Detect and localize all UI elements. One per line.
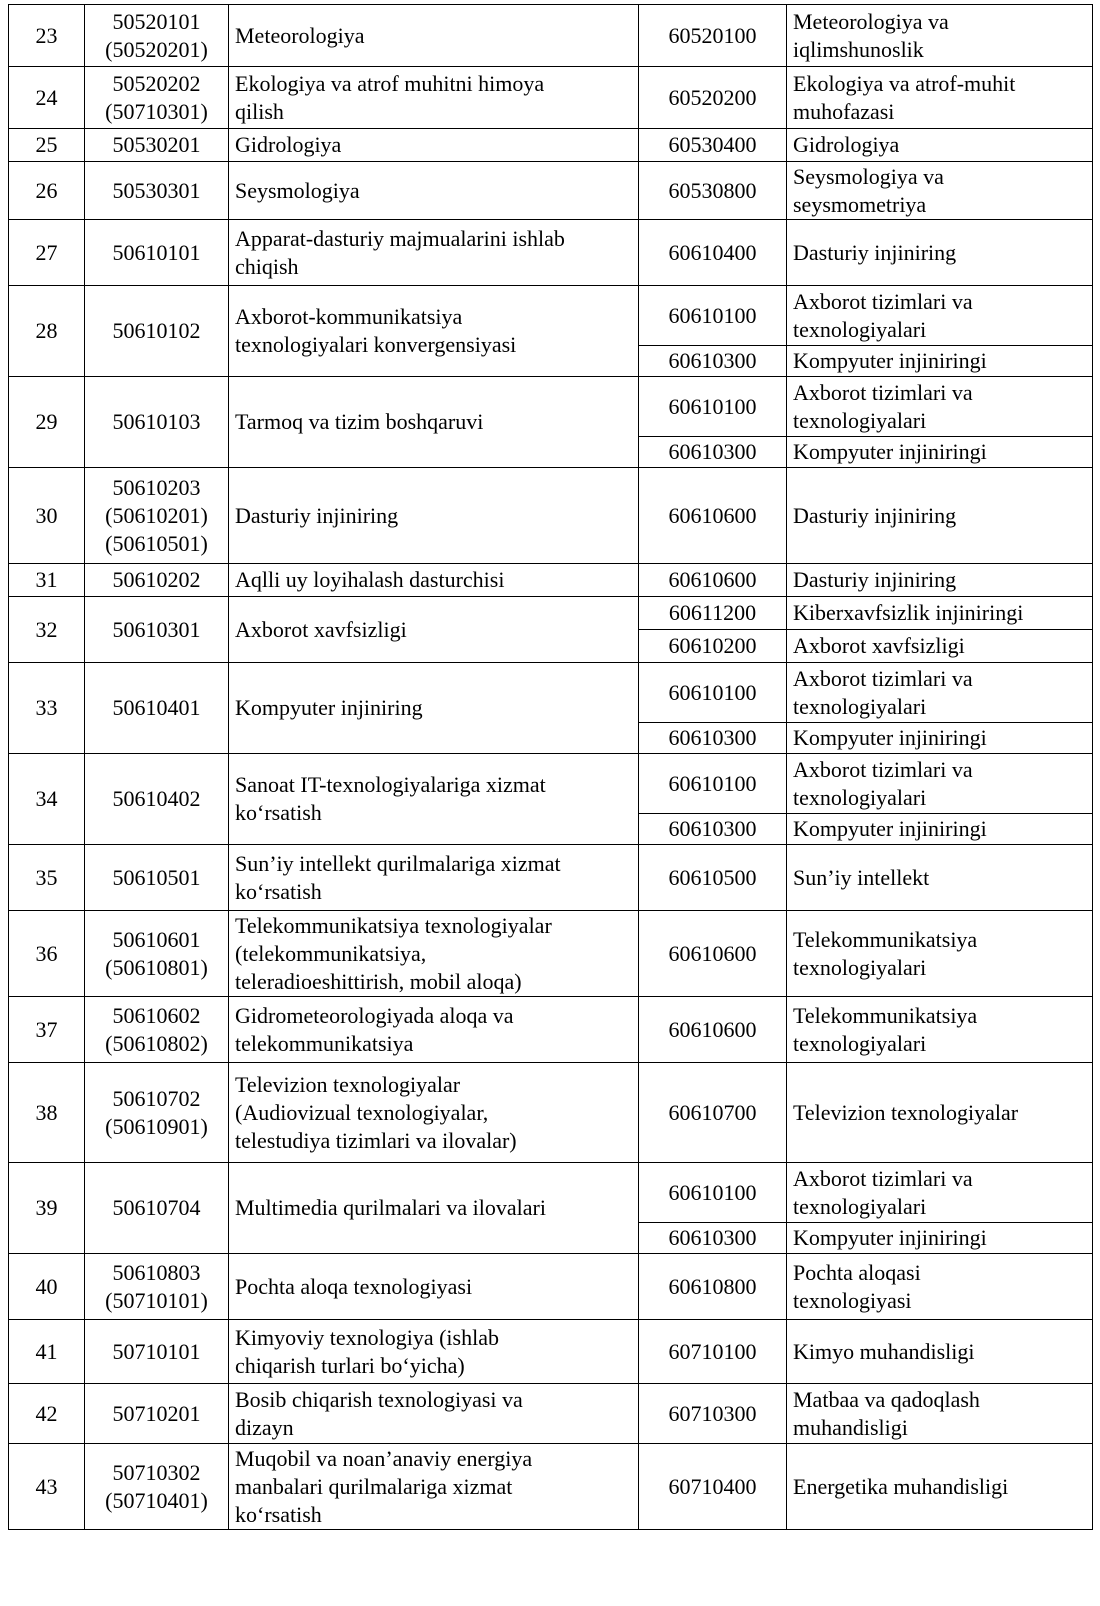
old-code-line: (50610801)	[105, 954, 208, 980]
new-name-cell	[787, 911, 1093, 997]
old-code-line: 50530201	[112, 132, 201, 157]
old-name-line: ko‘rsatish	[235, 800, 322, 825]
row-number: 32	[9, 597, 85, 663]
table-row	[9, 162, 1093, 220]
old-name-cell	[229, 5, 639, 67]
new-name-line: Kimyo muhandisligi	[793, 1338, 975, 1364]
new-code-cell: 60520100	[639, 5, 787, 67]
table-row	[9, 1384, 1093, 1444]
old-code-cell	[85, 468, 229, 564]
old-code-line: 50610803	[112, 1259, 201, 1285]
new-name-line: Telekommunikatsiya	[793, 926, 978, 952]
old-code-line: (50710101)	[105, 1287, 208, 1313]
old-name-line: Tarmoq va tizim boshqaruvi	[235, 409, 484, 434]
new-name-cell	[787, 5, 1093, 67]
old-code-cell	[85, 1444, 229, 1530]
new-name-cell	[787, 1384, 1093, 1444]
new-name-cell	[787, 663, 1093, 723]
old-name-line: Ekologiya va atrof muhitni himoya	[235, 70, 545, 96]
new-name-line: texnologiyalari	[793, 954, 927, 980]
new-name-line: Energetika muhandisligi	[793, 1473, 1009, 1499]
new-name-line: Axborot tizimlari va	[793, 1165, 973, 1191]
table-row	[9, 564, 1093, 597]
row-number: 42	[9, 1384, 85, 1444]
table-row	[9, 377, 1093, 437]
row-number: 26	[9, 162, 85, 220]
table-row	[9, 845, 1093, 911]
new-code-cell: 60610300	[639, 437, 787, 468]
old-name-cell	[229, 754, 639, 845]
new-name-cell	[787, 1444, 1093, 1530]
old-name-line: Seysmologiya	[235, 177, 360, 203]
new-name-line: Kompyuter injiniringi	[793, 1225, 987, 1250]
row-number: 39	[9, 1163, 85, 1254]
new-code-cell: 60610100	[639, 1163, 787, 1223]
old-name-cell	[229, 1254, 639, 1320]
new-name-cell	[787, 468, 1093, 564]
old-name-line: Kimyoviy texnologiya (ishlab	[235, 1324, 499, 1350]
new-name-line: texnologiyasi	[793, 1287, 912, 1313]
row-number: 29	[9, 377, 85, 468]
old-code-line: 50710201	[112, 1400, 201, 1426]
old-code-line: 50610203	[112, 474, 201, 500]
old-code-cell	[85, 911, 229, 997]
new-code-cell: 60610100	[639, 754, 787, 814]
old-name-cell	[229, 286, 639, 377]
table-row	[9, 1444, 1093, 1530]
old-code-cell	[85, 377, 229, 468]
new-name-cell	[787, 346, 1093, 377]
new-code-cell: 60610200	[639, 630, 787, 663]
new-code-cell: 60710300	[639, 1384, 787, 1444]
new-name-line: Meteorologiya va	[793, 8, 949, 34]
old-name-cell	[229, 911, 639, 997]
old-name-line: Dasturiy injiniring	[235, 502, 399, 528]
old-code-line: 50610702	[112, 1085, 201, 1111]
new-name-cell	[787, 1163, 1093, 1223]
old-code-cell	[85, 754, 229, 845]
new-code-cell: 60610700	[639, 1063, 787, 1163]
old-code-cell	[85, 220, 229, 286]
new-name-cell	[787, 377, 1093, 437]
old-code-cell	[85, 1163, 229, 1254]
old-code-line: 50610101	[112, 239, 201, 265]
old-name-line: Meteorologiya	[235, 22, 365, 48]
row-number: 34	[9, 754, 85, 845]
new-name-cell	[787, 564, 1093, 597]
old-name-line: (Audiovizual texnologiyalar,	[235, 1099, 489, 1125]
old-code-line: 50520101	[112, 8, 201, 34]
table-row	[9, 1320, 1093, 1384]
old-code-line: 50610103	[112, 409, 201, 434]
new-name-cell	[787, 286, 1093, 346]
old-name-cell	[229, 220, 639, 286]
table-body	[9, 5, 1093, 1530]
new-code-cell: 60610500	[639, 845, 787, 911]
old-name-line: manbalari qurilmalariga xizmat	[235, 1473, 513, 1499]
old-code-cell	[85, 845, 229, 911]
old-code-cell	[85, 1254, 229, 1320]
new-name-line: Axborot tizimlari va	[793, 756, 973, 782]
old-code-line: 50530301	[112, 177, 201, 203]
old-code-line: (50610901)	[105, 1113, 208, 1139]
old-name-cell	[229, 597, 639, 663]
new-code-cell: 60610600	[639, 564, 787, 597]
new-name-line: Kompyuter injiniringi	[793, 439, 987, 464]
old-name-line: Sun’iy intellekt qurilmalariga xizmat	[235, 850, 561, 876]
old-code-line: 50710302	[112, 1459, 201, 1485]
new-code-cell: 60710400	[639, 1444, 787, 1530]
old-name-line: chiqish	[235, 253, 299, 279]
old-name-line: Axborot xavfsizligi	[235, 616, 407, 642]
old-name-cell	[229, 997, 639, 1063]
old-code-line: (50610501)	[105, 530, 208, 556]
old-name-line: Televizion texnologiyalar	[235, 1071, 461, 1097]
table-row	[9, 220, 1093, 286]
old-code-cell	[85, 129, 229, 162]
new-code-cell: 60610300	[639, 723, 787, 754]
row-number: 41	[9, 1320, 85, 1384]
row-number: 36	[9, 911, 85, 997]
table-row	[9, 286, 1093, 346]
old-code-line: 50610501	[112, 864, 201, 890]
new-name-cell	[787, 630, 1093, 663]
old-code-line: 50610402	[112, 786, 201, 811]
new-name-cell	[787, 1223, 1093, 1254]
new-name-cell	[787, 67, 1093, 129]
new-name-line: Matbaa va qadoqlash	[793, 1386, 980, 1412]
old-name-cell	[229, 564, 639, 597]
new-code-cell: 60610600	[639, 997, 787, 1063]
new-name-cell	[787, 162, 1093, 220]
old-name-line: Gidrologiya	[235, 132, 342, 157]
old-name-cell	[229, 129, 639, 162]
new-name-cell	[787, 1254, 1093, 1320]
new-code-cell: 60610800	[639, 1254, 787, 1320]
old-name-line: Gidrometeorologiyada aloqa va	[235, 1002, 514, 1028]
table-row	[9, 1163, 1093, 1223]
table-row	[9, 129, 1093, 162]
new-code-cell: 60520200	[639, 67, 787, 129]
old-name-cell	[229, 162, 639, 220]
old-name-cell	[229, 377, 639, 468]
new-code-cell: 60610300	[639, 1223, 787, 1254]
old-code-cell	[85, 162, 229, 220]
table-row	[9, 1254, 1093, 1320]
new-code-cell: 60610300	[639, 346, 787, 377]
new-name-cell	[787, 754, 1093, 814]
old-code-cell	[85, 67, 229, 129]
old-name-line: dizayn	[235, 1414, 294, 1440]
new-name-line: Telekommunikatsiya	[793, 1002, 978, 1028]
new-name-line: Axborot tizimlari va	[793, 288, 973, 314]
old-name-line: telestudiya tizimlari va ilovalar)	[235, 1127, 517, 1153]
old-code-cell	[85, 1063, 229, 1163]
new-name-line: Dasturiy injiniring	[793, 567, 957, 592]
new-name-line: muhandisligi	[793, 1414, 908, 1440]
old-name-line: Pochta aloqa texnologiyasi	[235, 1273, 473, 1299]
row-number: 30	[9, 468, 85, 564]
new-code-cell: 60530800	[639, 162, 787, 220]
new-code-cell: 60610100	[639, 663, 787, 723]
old-code-line: 50710101	[112, 1338, 201, 1364]
row-number: 40	[9, 1254, 85, 1320]
old-code-cell	[85, 663, 229, 754]
old-name-line: qilish	[235, 98, 284, 124]
new-name-line: muhofazasi	[793, 98, 895, 124]
old-name-cell	[229, 1384, 639, 1444]
new-name-line: texnologiyalari	[793, 407, 927, 433]
new-name-cell	[787, 997, 1093, 1063]
new-name-line: seysmometriya	[793, 191, 927, 217]
new-code-cell: 60710100	[639, 1320, 787, 1384]
old-name-line: texnologiyalari konvergensiyasi	[235, 332, 517, 357]
old-code-line: (50710301)	[105, 98, 208, 124]
old-code-line: 50610401	[112, 695, 201, 720]
new-code-cell: 60610300	[639, 814, 787, 845]
old-code-line: 50610301	[112, 616, 201, 642]
new-name-line: Seysmologiya va	[793, 163, 944, 189]
new-name-line: texnologiyalari	[793, 316, 927, 342]
table-row	[9, 911, 1093, 997]
old-code-line: 50520202	[112, 70, 201, 96]
new-code-cell: 60610100	[639, 286, 787, 346]
new-name-line: Dasturiy injiniring	[793, 502, 957, 528]
old-name-line: Muqobil va noan’anaviy energiya	[235, 1445, 533, 1471]
old-code-line: (50610802)	[105, 1030, 208, 1056]
new-code-cell: 60610400	[639, 220, 787, 286]
old-code-cell	[85, 286, 229, 377]
row-number: 31	[9, 564, 85, 597]
old-name-cell	[229, 67, 639, 129]
row-number: 38	[9, 1063, 85, 1163]
new-name-line: Dasturiy injiniring	[793, 239, 957, 265]
new-code-cell: 60530400	[639, 129, 787, 162]
new-name-line: Ekologiya va atrof-muhit	[793, 70, 1016, 96]
table-row	[9, 67, 1093, 129]
table-row	[9, 597, 1093, 630]
old-code-line: (50610201)	[105, 502, 208, 528]
new-name-line: texnologiyalari	[793, 784, 927, 810]
old-name-line: chiqarish turlari bo‘yicha)	[235, 1352, 465, 1378]
new-code-cell: 60610600	[639, 468, 787, 564]
old-name-cell	[229, 1163, 639, 1254]
old-name-cell	[229, 663, 639, 754]
old-code-cell	[85, 597, 229, 663]
new-name-line: texnologiyalari	[793, 1193, 927, 1219]
old-name-cell	[229, 845, 639, 911]
new-name-line: Kiberxavfsizlik injiniringi	[793, 600, 1024, 625]
new-name-cell	[787, 845, 1093, 911]
row-number: 28	[9, 286, 85, 377]
old-name-line: Apparat-dasturiy majmualarini ishlab	[235, 225, 565, 251]
old-code-line: 50610102	[112, 318, 201, 343]
new-name-line: texnologiyalari	[793, 1030, 927, 1056]
old-name-cell	[229, 468, 639, 564]
table-row	[9, 754, 1093, 814]
new-name-line: Axborot tizimlari va	[793, 379, 973, 405]
old-code-line: 50610202	[112, 567, 201, 592]
old-name-cell	[229, 1320, 639, 1384]
new-code-cell: 60610100	[639, 377, 787, 437]
old-name-line: (telekommunikatsiya,	[235, 940, 427, 966]
new-name-cell	[787, 597, 1093, 630]
row-number: 43	[9, 1444, 85, 1530]
new-name-line: Televizion texnologiyalar	[793, 1099, 1019, 1125]
old-code-line: 50610602	[112, 1002, 201, 1028]
old-name-cell	[229, 1063, 639, 1163]
new-name-line: Axborot tizimlari va	[793, 665, 973, 691]
table-row	[9, 663, 1093, 723]
old-code-line: (50520201)	[105, 36, 208, 62]
new-name-cell	[787, 437, 1093, 468]
old-name-line: Telekommunikatsiya texnologiyalar	[235, 912, 552, 938]
old-code-cell	[85, 564, 229, 597]
new-name-cell	[787, 814, 1093, 845]
old-name-line: telekommunikatsiya	[235, 1030, 414, 1056]
old-name-line: Sanoat IT-texnologiyalariga xizmat	[235, 772, 546, 797]
new-name-cell	[787, 1063, 1093, 1163]
old-name-line: Kompyuter injiniring	[235, 695, 423, 720]
old-name-line: teleradioeshittirish, mobil aloqa)	[235, 968, 522, 994]
row-number: 35	[9, 845, 85, 911]
old-name-line: Multimedia qurilmalari va ilovalari	[235, 1195, 546, 1220]
new-name-line: Sun’iy intellekt	[793, 864, 930, 890]
row-number: 25	[9, 129, 85, 162]
old-code-line: (50710401)	[105, 1487, 208, 1513]
old-name-line: ko‘rsatish	[235, 1501, 322, 1527]
new-name-line: Axborot xavfsizligi	[793, 633, 965, 658]
table-row	[9, 468, 1093, 564]
old-name-line: Axborot-kommunikatsiya	[235, 304, 463, 329]
row-number: 37	[9, 997, 85, 1063]
new-name-cell	[787, 723, 1093, 754]
old-code-cell	[85, 5, 229, 67]
new-name-cell	[787, 129, 1093, 162]
old-code-cell	[85, 997, 229, 1063]
new-name-line: Gidrologiya	[793, 132, 900, 157]
new-code-cell: 60611200	[639, 597, 787, 630]
old-name-line: ko‘rsatish	[235, 878, 322, 904]
new-name-line: iqlimshunoslik	[793, 36, 924, 62]
new-name-line: Kompyuter injiniringi	[793, 816, 987, 841]
old-code-line: 50610601	[112, 926, 201, 952]
old-name-line: Bosib chiqarish texnologiyasi va	[235, 1386, 523, 1412]
new-name-line: Kompyuter injiniringi	[793, 725, 987, 750]
new-name-line: texnologiyalari	[793, 693, 927, 719]
old-name-cell	[229, 1444, 639, 1530]
old-code-cell	[85, 1384, 229, 1444]
new-name-cell	[787, 1320, 1093, 1384]
new-name-cell	[787, 220, 1093, 286]
new-code-cell: 60610600	[639, 911, 787, 997]
old-code-cell	[85, 1320, 229, 1384]
old-code-line: 50610704	[112, 1195, 201, 1220]
new-name-line: Pochta aloqasi	[793, 1259, 921, 1285]
row-number: 33	[9, 663, 85, 754]
row-number: 27	[9, 220, 85, 286]
table-row	[9, 997, 1093, 1063]
old-name-line: Aqlli uy loyihalash dasturchisi	[235, 567, 505, 592]
programs-table	[8, 4, 1093, 1530]
row-number: 24	[9, 67, 85, 129]
new-name-line: Kompyuter injiniringi	[793, 348, 987, 373]
table-row	[9, 5, 1093, 67]
table-row	[9, 1063, 1093, 1163]
row-number: 23	[9, 5, 85, 67]
